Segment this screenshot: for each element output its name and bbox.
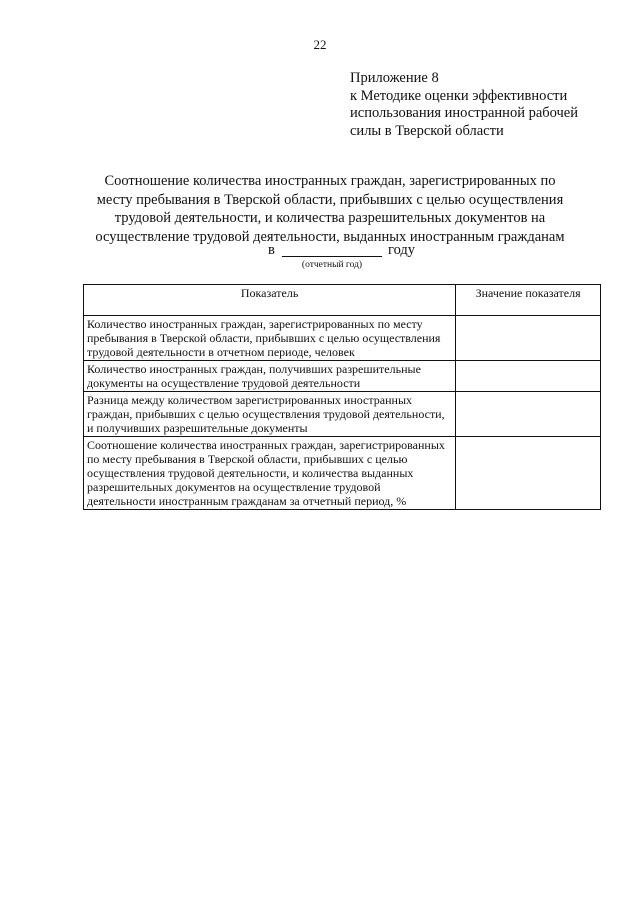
- year-caption: (отчетный год): [301, 260, 363, 270]
- table-row: [84, 392, 601, 437]
- indicator-cell: Соотношение количества иностранных граждан, зарегистрированных по месту пребывания в Тверской области, прибывших с целью осуществления трудовой деятельности, и количества выданных разрешительных документов на осуществление трудовой деятельности иностранным гражданам за отчетный период, %: [84, 437, 456, 510]
- appendix-line: использования иностранной рабочей: [350, 105, 579, 121]
- indicator-cell: Количество иностранных граждан, зарегистрированных по месту пребывания в Тверской области, прибывших с целью осуществления трудовой деятельности в отчетном периоде, человек: [84, 316, 456, 361]
- value-cell: [456, 361, 601, 392]
- year-prefix: в: [268, 242, 275, 258]
- value-cell: [456, 392, 601, 437]
- title-line: осуществление трудовой деятельности, выданных иностранным гражданам: [95, 228, 565, 245]
- table-header-row: [84, 285, 601, 316]
- appendix-line: Приложение 8: [350, 70, 439, 86]
- value-cell: [456, 437, 601, 510]
- year-suffix: году: [388, 242, 416, 258]
- appendix-line: к Методике оценки эффективности: [350, 87, 568, 104]
- header-value: Значение показателя: [456, 285, 601, 316]
- document-title: [70, 172, 590, 246]
- title-line: трудовой деятельности, и количества разрешительных документов на: [114, 210, 546, 226]
- indicator-cell: Разница между количеством зарегистрированных иностранных граждан, прибывших с целью осуществления трудовой деятельности, и получивших разрешительные документы: [84, 392, 456, 437]
- title-line: месту пребывания в Тверской области, прибывших с целью осуществления: [96, 191, 564, 208]
- appendix-line: силы в Тверской области: [350, 122, 504, 139]
- table-row: [84, 437, 601, 510]
- appendix-header: [350, 70, 610, 140]
- header-indicator: Показатель: [84, 285, 456, 316]
- indicators-table: [83, 284, 601, 510]
- title-line: Соотношение количества иностранных граждан, зарегистрированных по: [104, 173, 556, 189]
- page-number: 22: [313, 37, 327, 52]
- year-blank-field: [282, 256, 382, 257]
- table-row: [84, 361, 601, 392]
- value-cell: [456, 316, 601, 361]
- indicator-cell: Количество иностранных граждан, получивших разрешительные документы на осуществление трудовой деятельности: [84, 361, 456, 392]
- table-row: [84, 316, 601, 361]
